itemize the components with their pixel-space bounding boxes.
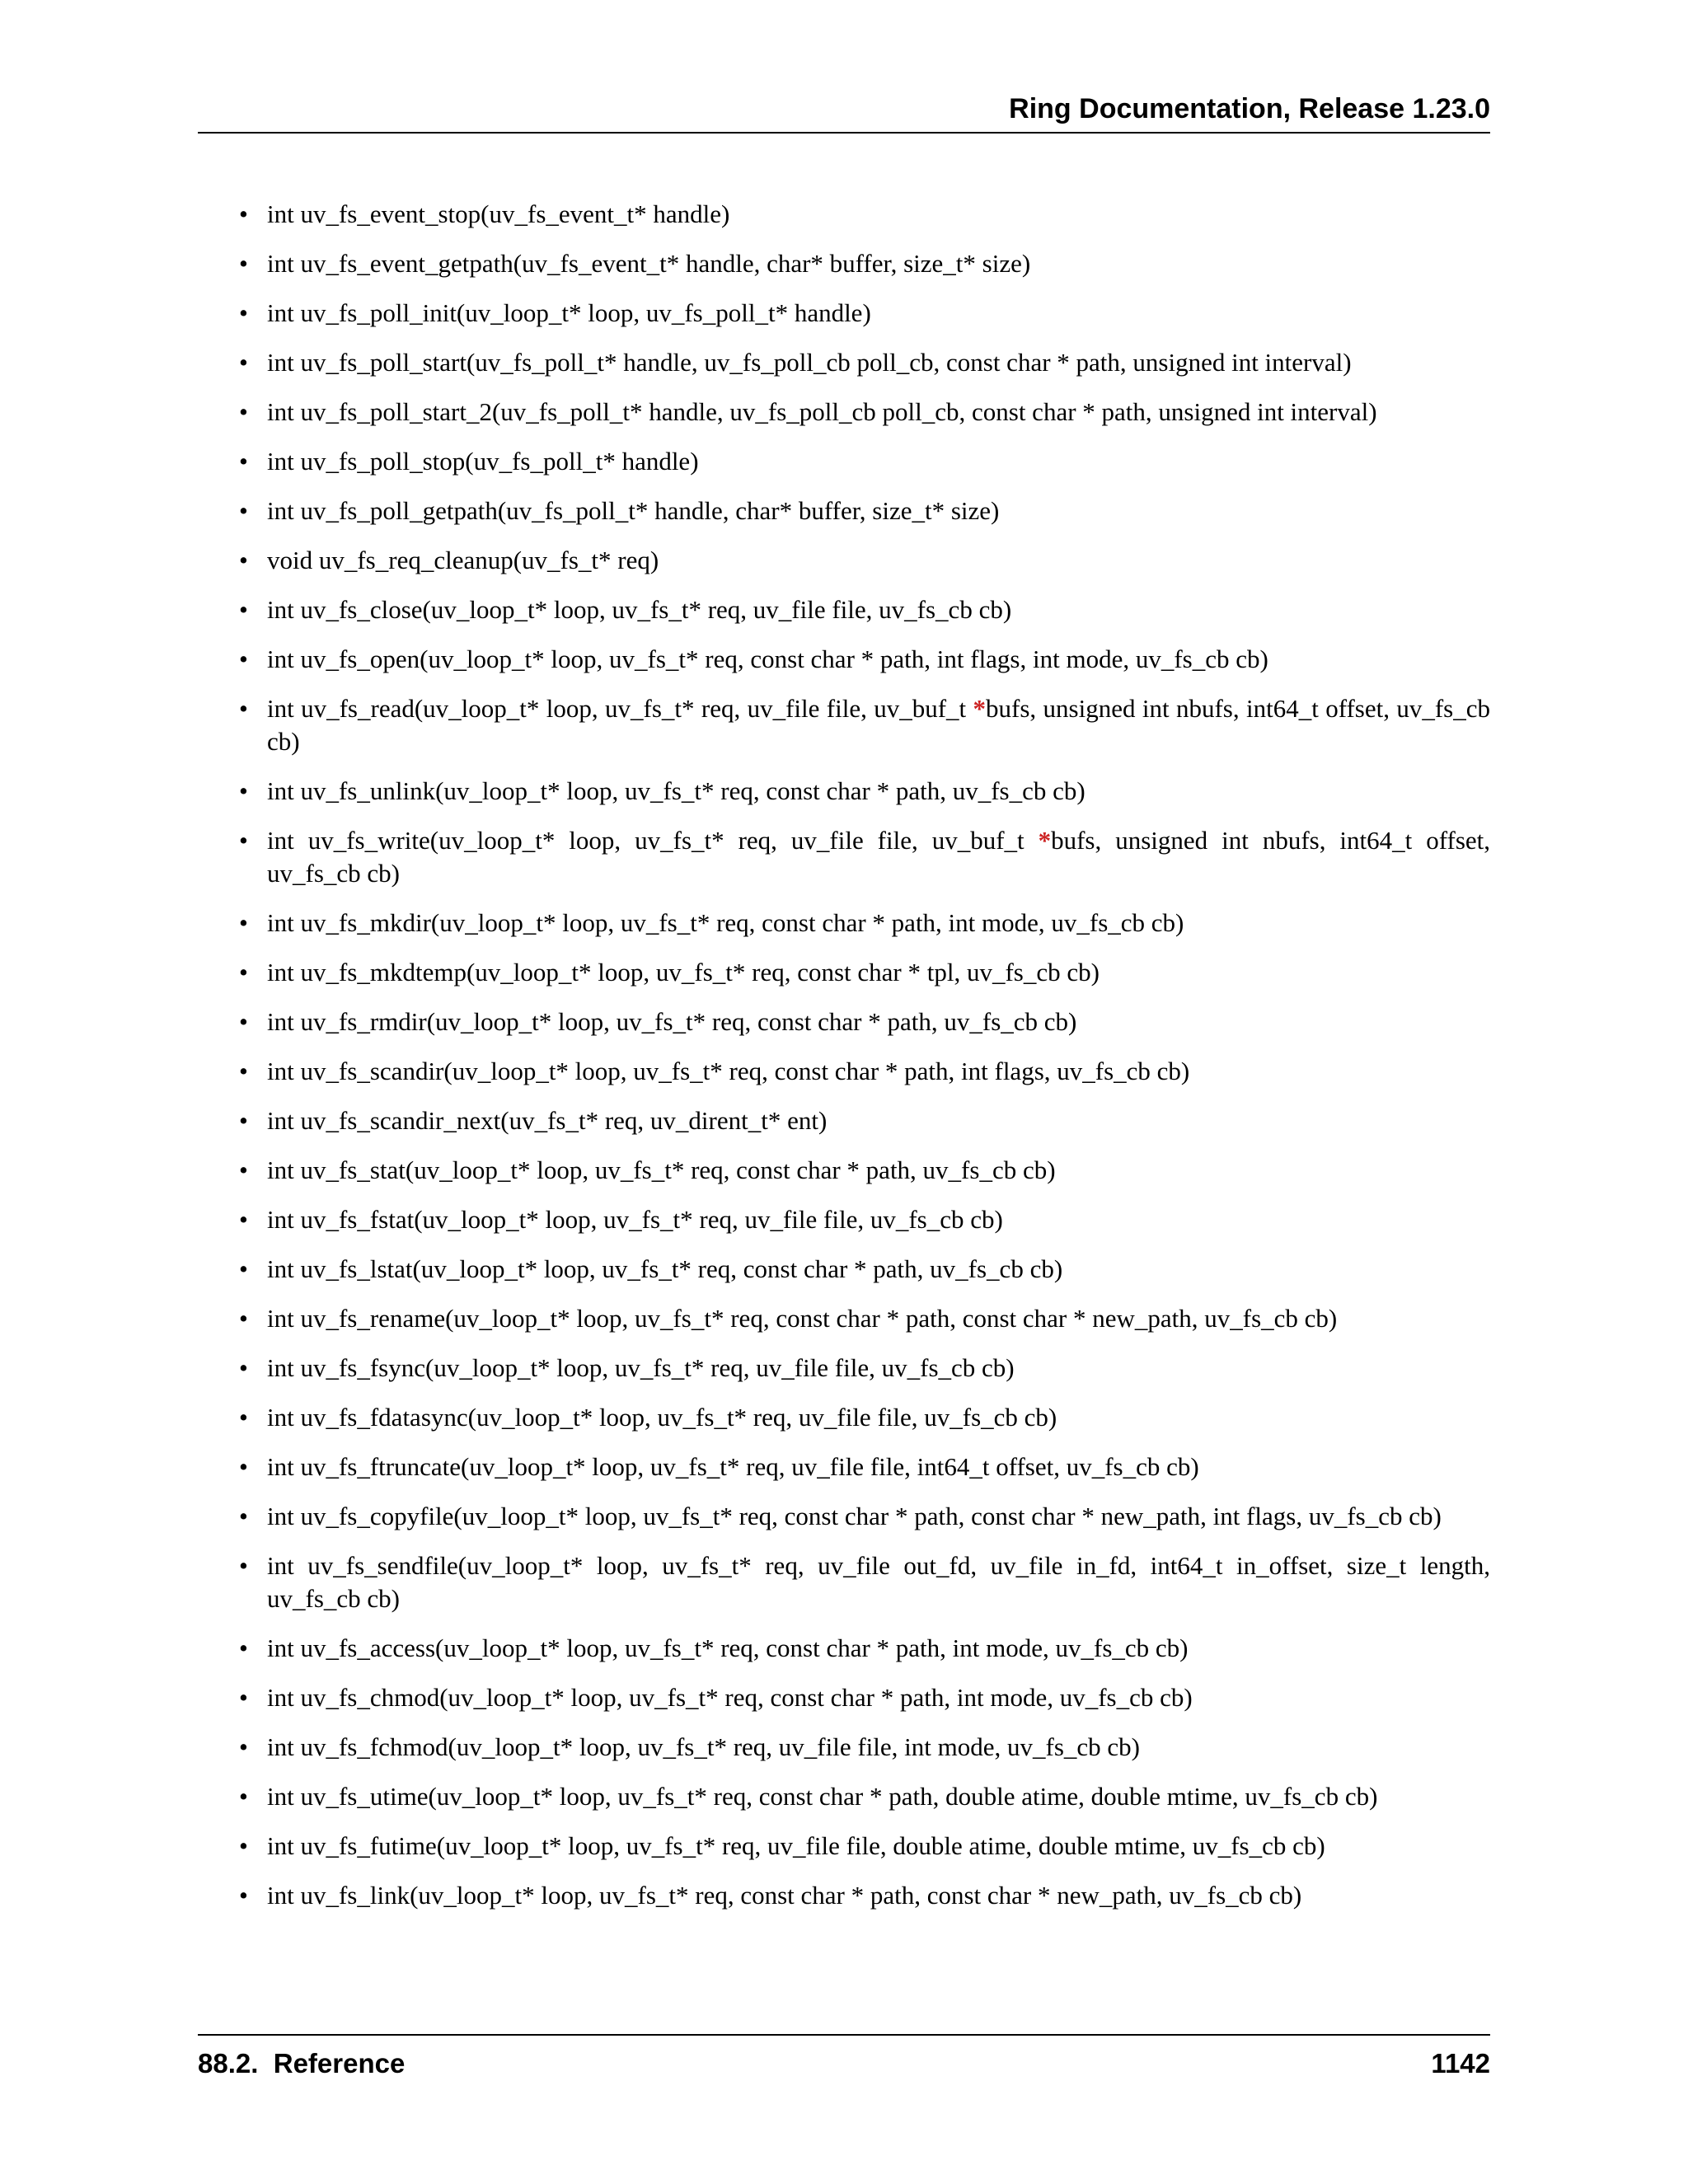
function-signature bbox=[267, 1057, 1189, 1085]
signature-text: int uv_fs_sendfile(uv_loop_t* loop, uv_fs_t* req, uv_file out_fd, uv_file in_fd, int64_t in_offset, size_t length, uv_fs_cb cb) bbox=[267, 1551, 1490, 1613]
list-item bbox=[198, 907, 1490, 940]
list-item bbox=[198, 956, 1490, 989]
signature-text: int uv_fs_scandir(uv_loop_t* loop, uv_fs_t* req, const char * path, int flags, uv_fs_cb cb) bbox=[267, 1057, 1190, 1085]
function-signature bbox=[267, 595, 1011, 624]
signature-text: int uv_fs_copyfile(uv_loop_t* loop, uv_fs_t* req, const char * path, const char * new_path, int flags, uv_fs_cb cb) bbox=[267, 1502, 1442, 1530]
function-signature bbox=[267, 1831, 1325, 1860]
bullet-icon: • bbox=[239, 1057, 248, 1085]
bullet-icon: • bbox=[239, 1155, 248, 1184]
list-item bbox=[198, 643, 1490, 676]
list-item bbox=[198, 692, 1490, 758]
function-signature bbox=[267, 447, 699, 476]
signature-text: int uv_fs_stat(uv_loop_t* loop, uv_fs_t* req, const char * path, uv_fs_cb cb) bbox=[267, 1155, 1056, 1184]
bullet-icon: • bbox=[239, 1304, 248, 1333]
list-item bbox=[198, 1352, 1490, 1385]
signature-text: int uv_fs_poll_getpath(uv_fs_poll_t* handle, char* buffer, size_t* size) bbox=[267, 496, 1000, 525]
document-title: Ring Documentation, Release 1.23.0 bbox=[1009, 93, 1490, 124]
bullet-icon: • bbox=[239, 1106, 248, 1135]
signature-text: int uv_fs_mkdir(uv_loop_t* loop, uv_fs_t* req, const char * path, int mode, uv_fs_cb cb) bbox=[267, 908, 1184, 937]
bullet-icon: • bbox=[239, 776, 248, 805]
list-item bbox=[198, 1830, 1490, 1863]
list-item bbox=[198, 1104, 1490, 1137]
bullet-icon: • bbox=[239, 1353, 248, 1382]
function-signature bbox=[267, 1155, 1056, 1184]
bullet-icon: • bbox=[239, 958, 248, 987]
signature-text: int uv_fs_read(uv_loop_t* loop, uv_fs_t* req, uv_file file, uv_buf_t bbox=[267, 694, 973, 723]
function-signature bbox=[267, 1782, 1377, 1811]
bullet-icon: • bbox=[239, 1551, 248, 1580]
list-item bbox=[198, 1154, 1490, 1187]
signature-text: int uv_fs_close(uv_loop_t* loop, uv_fs_t* req, uv_file file, uv_fs_cb cb) bbox=[267, 595, 1012, 624]
list-item bbox=[198, 1879, 1490, 1912]
list-item bbox=[198, 198, 1490, 231]
function-signature bbox=[267, 1633, 1189, 1662]
bullet-icon: • bbox=[239, 447, 248, 476]
list-item bbox=[198, 1253, 1490, 1286]
function-signature bbox=[267, 694, 1490, 756]
signature-text: int uv_fs_open(uv_loop_t* loop, uv_fs_t* req, const char * path, int flags, int mode, uv_fs_cb cb) bbox=[267, 644, 1268, 673]
list-item bbox=[198, 396, 1490, 429]
list-item bbox=[198, 775, 1490, 808]
function-signature bbox=[267, 826, 1490, 888]
signature-text: int uv_fs_fdatasync(uv_loop_t* loop, uv_fs_t* req, uv_file file, uv_fs_cb cb) bbox=[267, 1403, 1057, 1432]
list-item bbox=[198, 445, 1490, 478]
bullet-icon: • bbox=[239, 1452, 248, 1481]
signature-text: int uv_fs_access(uv_loop_t* loop, uv_fs_t* req, const char * path, int mode, uv_fs_cb cb) bbox=[267, 1633, 1189, 1662]
list-item bbox=[198, 1203, 1490, 1236]
bullet-icon: • bbox=[239, 1683, 248, 1712]
bullet-icon: • bbox=[239, 199, 248, 228]
function-signature bbox=[267, 1403, 1057, 1432]
signature-text: int uv_fs_fchmod(uv_loop_t* loop, uv_fs_t* req, uv_file file, int mode, uv_fs_cb cb) bbox=[267, 1732, 1140, 1761]
list-item bbox=[198, 593, 1490, 626]
signature-text: int uv_fs_event_getpath(uv_fs_event_t* handle, char* buffer, size_t* size) bbox=[267, 249, 1031, 278]
function-signature bbox=[267, 199, 729, 228]
highlighted-asterisk: * bbox=[1038, 826, 1052, 855]
signature-text: int uv_fs_mkdtemp(uv_loop_t* loop, uv_fs_t* req, const char * tpl, uv_fs_cb cb) bbox=[267, 958, 1100, 987]
signature-text: int uv_fs_scandir_next(uv_fs_t* req, uv_dirent_t* ent) bbox=[267, 1106, 828, 1135]
list-item bbox=[198, 1731, 1490, 1764]
list-item bbox=[198, 1055, 1490, 1088]
list-item bbox=[198, 1451, 1490, 1483]
function-signature bbox=[267, 1007, 1076, 1036]
page-header bbox=[198, 89, 1490, 134]
signature-text: bufs, unsigned int nbufs, int64_t offset, uv_fs_cb cb) bbox=[267, 826, 1490, 888]
function-list bbox=[198, 198, 1490, 1912]
bullet-icon: • bbox=[239, 826, 248, 855]
section-label: 88.2. Reference bbox=[198, 2048, 406, 2079]
list-item bbox=[198, 346, 1490, 379]
signature-text: int uv_fs_poll_start_2(uv_fs_poll_t* handle, uv_fs_poll_cb poll_cb, const char * path, unsigned int interval) bbox=[267, 397, 1377, 426]
list-item bbox=[198, 1005, 1490, 1038]
bullet-icon: • bbox=[239, 298, 248, 327]
bullet-icon: • bbox=[239, 694, 248, 723]
signature-text: int uv_fs_poll_start(uv_fs_poll_t* handle, uv_fs_poll_cb poll_cb, const char * path, unsigned int interval) bbox=[267, 348, 1352, 377]
highlighted-asterisk: * bbox=[973, 694, 987, 723]
bullet-icon: • bbox=[239, 1831, 248, 1860]
function-signature bbox=[267, 644, 1268, 673]
signature-text: int uv_fs_fsync(uv_loop_t* loop, uv_fs_t* req, uv_file file, uv_fs_cb cb) bbox=[267, 1353, 1015, 1382]
signature-text: int uv_fs_write(uv_loop_t* loop, uv_fs_t* req, uv_file file, uv_buf_t bbox=[267, 826, 1039, 855]
bullet-icon: • bbox=[239, 1403, 248, 1432]
function-signature bbox=[267, 1551, 1490, 1613]
function-signature bbox=[267, 397, 1377, 426]
bullet-icon: • bbox=[239, 496, 248, 525]
bullet-icon: • bbox=[239, 546, 248, 574]
function-signature bbox=[267, 1254, 1062, 1283]
bullet-icon: • bbox=[239, 1782, 248, 1811]
signature-text: int uv_fs_link(uv_loop_t* loop, uv_fs_t* req, const char * path, const char * new_path, uv_fs_cb cb) bbox=[267, 1881, 1302, 1910]
bullet-icon: • bbox=[239, 644, 248, 673]
bullet-icon: • bbox=[239, 348, 248, 377]
bullet-icon: • bbox=[239, 1502, 248, 1530]
signature-text: int uv_fs_unlink(uv_loop_t* loop, uv_fs_t* req, const char * path, uv_fs_cb cb) bbox=[267, 776, 1085, 805]
list-item bbox=[198, 1632, 1490, 1665]
signature-text: int uv_fs_event_stop(uv_fs_event_t* handle) bbox=[267, 199, 730, 228]
function-signature bbox=[267, 1881, 1301, 1910]
bullet-icon: • bbox=[239, 1633, 248, 1662]
signature-text: int uv_fs_poll_init(uv_loop_t* loop, uv_fs_poll_t* handle) bbox=[267, 298, 871, 327]
bullet-icon: • bbox=[239, 249, 248, 278]
bullet-icon: • bbox=[239, 1007, 248, 1036]
function-signature bbox=[267, 496, 999, 525]
function-signature bbox=[267, 1106, 827, 1135]
function-signature bbox=[267, 546, 659, 574]
function-signature bbox=[267, 1353, 1015, 1382]
signature-text: int uv_fs_utime(uv_loop_t* loop, uv_fs_t* req, const char * path, double atime, double mtime, uv_fs_cb cb) bbox=[267, 1782, 1378, 1811]
function-signature bbox=[267, 1205, 1003, 1234]
function-signature bbox=[267, 1732, 1140, 1761]
bullet-icon: • bbox=[239, 1205, 248, 1234]
list-item bbox=[198, 544, 1490, 577]
signature-text: int uv_fs_poll_stop(uv_fs_poll_t* handle) bbox=[267, 447, 699, 476]
function-signature bbox=[267, 1683, 1193, 1712]
function-signature bbox=[267, 1304, 1337, 1333]
signature-text: int uv_fs_chmod(uv_loop_t* loop, uv_fs_t* req, const char * path, int mode, uv_fs_cb cb) bbox=[267, 1683, 1193, 1712]
bullet-icon: • bbox=[239, 1732, 248, 1761]
list-item bbox=[198, 1401, 1490, 1434]
function-signature bbox=[267, 908, 1184, 937]
page-body bbox=[198, 198, 1490, 1929]
list-item bbox=[198, 1302, 1490, 1335]
list-item bbox=[198, 494, 1490, 527]
list-item bbox=[198, 1681, 1490, 1714]
function-signature bbox=[267, 249, 1030, 278]
bullet-icon: • bbox=[239, 595, 248, 624]
signature-text: int uv_fs_futime(uv_loop_t* loop, uv_fs_t* req, uv_file file, double atime, double mtime, uv_fs_cb cb) bbox=[267, 1831, 1325, 1860]
signature-text: bufs, unsigned int nbufs, int64_t offset, uv_fs_cb cb) bbox=[267, 694, 1490, 756]
list-item bbox=[198, 1549, 1490, 1615]
bullet-icon: • bbox=[239, 1881, 248, 1910]
bullet-icon: • bbox=[239, 908, 248, 937]
signature-text: int uv_fs_rmdir(uv_loop_t* loop, uv_fs_t* req, const char * path, uv_fs_cb cb) bbox=[267, 1007, 1077, 1036]
function-signature bbox=[267, 958, 1100, 987]
list-item bbox=[198, 297, 1490, 330]
function-signature bbox=[267, 348, 1352, 377]
function-signature bbox=[267, 298, 871, 327]
bullet-icon: • bbox=[239, 1254, 248, 1283]
function-signature bbox=[267, 1502, 1442, 1530]
signature-text: int uv_fs_fstat(uv_loop_t* loop, uv_fs_t* req, uv_file file, uv_fs_cb cb) bbox=[267, 1205, 1003, 1234]
function-signature bbox=[267, 776, 1085, 805]
list-item bbox=[198, 1780, 1490, 1813]
function-signature bbox=[267, 1452, 1199, 1481]
list-item bbox=[198, 247, 1490, 280]
page-number: 1142 bbox=[1431, 2048, 1490, 2079]
list-item bbox=[198, 824, 1490, 890]
page-footer bbox=[198, 2034, 1490, 2083]
signature-text: int uv_fs_lstat(uv_loop_t* loop, uv_fs_t* req, const char * path, uv_fs_cb cb) bbox=[267, 1254, 1063, 1283]
list-item bbox=[198, 1500, 1490, 1533]
signature-text: void uv_fs_req_cleanup(uv_fs_t* req) bbox=[267, 546, 659, 574]
signature-text: int uv_fs_ftruncate(uv_loop_t* loop, uv_fs_t* req, uv_file file, int64_t offset, uv_fs_cb cb) bbox=[267, 1452, 1199, 1481]
bullet-icon: • bbox=[239, 397, 248, 426]
signature-text: int uv_fs_rename(uv_loop_t* loop, uv_fs_t* req, const char * path, const char * new_path, uv_fs_cb cb) bbox=[267, 1304, 1338, 1333]
